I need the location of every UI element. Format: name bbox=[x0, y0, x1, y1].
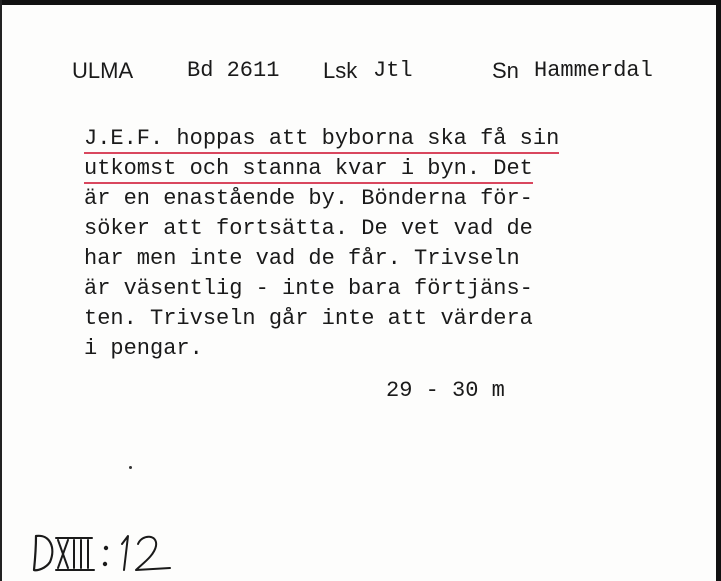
header-place: Hammerdal bbox=[534, 58, 653, 83]
card-body-text bbox=[84, 124, 694, 364]
body-line-2 bbox=[84, 154, 694, 184]
body-line-1 bbox=[84, 124, 694, 154]
header-sn: Sn bbox=[492, 58, 519, 83]
handwritten-signature bbox=[30, 528, 190, 574]
card-left-edge bbox=[0, 0, 2, 581]
page-reference: 29 - 30 m bbox=[386, 378, 505, 403]
body-line-3: är en enastående by. Bönderna för- bbox=[84, 186, 533, 211]
body-line-8: i pengar. bbox=[84, 336, 203, 361]
body-line-6: är väsentlig - inte bara förtjäns- bbox=[84, 276, 533, 301]
body-line-5: har men inte vad de får. Trivseln bbox=[84, 246, 520, 271]
header-jtl: Jtl bbox=[373, 58, 413, 83]
header-bd-number: Bd 2611 bbox=[187, 58, 280, 83]
body-line-4: söker att fortsätta. De vet vad de bbox=[84, 216, 533, 241]
body-line-1-text: J.E.F. hoppas att byborna ska få sin bbox=[84, 126, 559, 154]
body-line-2-text: utkomst och stanna kvar i byn. Det bbox=[84, 156, 533, 184]
ink-dot bbox=[129, 466, 132, 469]
card-right-edge bbox=[716, 0, 721, 581]
header-lsk: Lsk bbox=[323, 58, 358, 83]
header-ulma: ULMA bbox=[72, 58, 134, 83]
body-line-7: ten. Trivseln går inte att värdera bbox=[84, 306, 533, 331]
card-top-edge bbox=[0, 0, 721, 5]
